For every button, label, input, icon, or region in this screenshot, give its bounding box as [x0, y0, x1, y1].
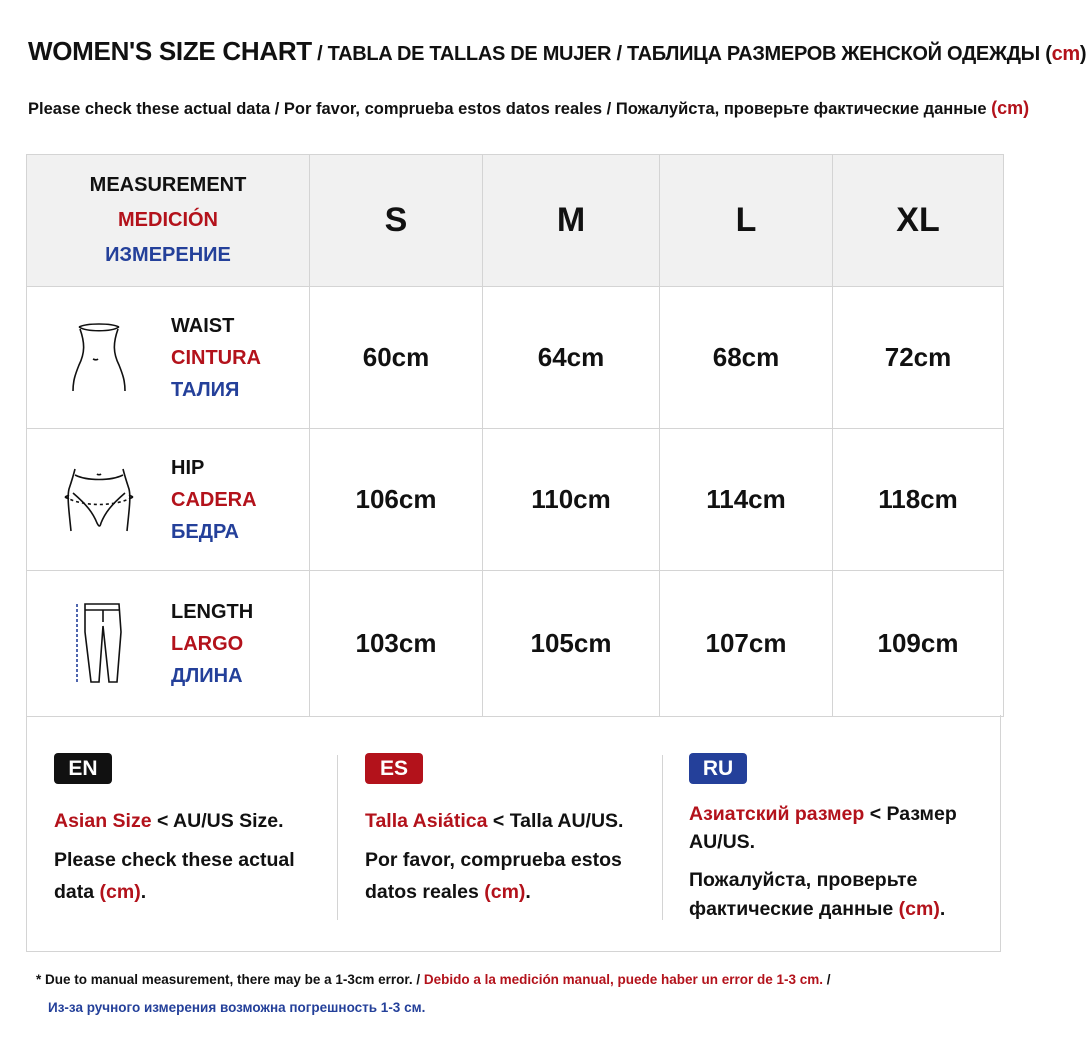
title-ru: ТАБЛИЦА РАЗМЕРОВ ЖЕНСКОЙ ОДЕЖДЫ [627, 43, 1040, 65]
note-es-compare: < Talla AU/US. [487, 810, 624, 832]
notes-panel [26, 715, 1001, 952]
value-cell: 114cm [660, 429, 833, 571]
badge-es: ES [365, 753, 423, 784]
note-en-end: . [140, 881, 147, 903]
subtitle-unit: (cm) [991, 98, 1030, 118]
title-en: WOMEN'S SIZE CHART [28, 36, 312, 66]
note-ru [689, 753, 989, 924]
note-en-check: Please check these actual data [54, 849, 295, 903]
value-cell: 109cm [833, 571, 1004, 717]
note-es-unit: (cm) [484, 881, 526, 903]
note-ru-unit: (cm) [898, 898, 940, 920]
value-cell: 60cm [310, 287, 483, 429]
title-paren: ) [1079, 43, 1086, 65]
value-cell: 106cm [310, 429, 483, 571]
table-row [27, 287, 1004, 429]
measurement-ru: ИЗМЕРЕНИЕ [105, 244, 231, 266]
waist-icon [27, 323, 171, 393]
pants-length-icon [27, 602, 171, 686]
row-label-ru: ДЛИНА [171, 664, 243, 687]
size-header-xl: XL [833, 155, 1004, 287]
note-en [54, 753, 324, 908]
value-cell: 105cm [483, 571, 660, 717]
title-es: TABLA DE TALLAS DE MUJER [327, 43, 612, 65]
note-ru-compare: < Размер AU/US. [689, 803, 957, 853]
divider [337, 755, 338, 920]
value-cell: 68cm [660, 287, 833, 429]
value-cell: 107cm [660, 571, 833, 717]
table-row [27, 429, 1004, 571]
footnote-line-1 [36, 972, 831, 987]
subtitle [28, 98, 1030, 119]
footnote-en: * Due to manual measurement, there may be a 1-3cm error. / [36, 972, 424, 987]
value-cell: 64cm [483, 287, 660, 429]
footnote-ru: Из-за ручного измерения возможна погрешность 1-3 см. [48, 1000, 426, 1015]
row-label-cell [27, 287, 310, 429]
note-en-asian: Asian Size [54, 810, 152, 832]
note-es-check: Por favor, comprueba estos datos reales [365, 849, 622, 903]
row-label-es: CADERA [171, 488, 257, 511]
title-sep: / [611, 43, 627, 65]
footnote-es: Debido a la medición manual, puede haber un error de 1-3 cm. [423, 972, 824, 987]
note-es-end: . [525, 881, 531, 903]
value-cell: 103cm [310, 571, 483, 717]
size-header-l: L [660, 155, 833, 287]
title-paren: ( [1039, 43, 1052, 65]
note-es-asian: Talla Asiática [365, 810, 488, 832]
value-cell: 110cm [483, 429, 660, 571]
title-sep: / [311, 43, 328, 65]
row-label-ru: ТАЛИЯ [171, 378, 240, 401]
note-ru-asian: Азиатский размер [689, 803, 865, 825]
measurement-header [27, 155, 310, 287]
size-chart-table [26, 154, 1004, 717]
footnote-line-2 [48, 1000, 425, 1015]
table-header-row [27, 155, 1004, 287]
row-label-es: CINTURA [171, 346, 261, 369]
size-header-s: S [310, 155, 483, 287]
value-cell: 118cm [833, 429, 1004, 571]
row-label-es: LARGO [171, 632, 244, 655]
hip-icon [27, 467, 171, 533]
badge-ru: RU [689, 753, 747, 784]
row-label-ru: БЕДРА [171, 520, 239, 543]
divider [662, 755, 663, 920]
note-ru-check: Пожалуйста, проверьте фактические данные [689, 869, 918, 920]
note-en-unit: (cm) [99, 881, 141, 903]
note-ru-end: . [939, 898, 946, 920]
measurement-es: MEDICIÓN [118, 209, 218, 231]
title-unit: cm [1051, 43, 1080, 65]
note-es [365, 753, 655, 908]
page-title [28, 36, 1086, 67]
badge-en: EN [54, 753, 112, 784]
row-label-en: HIP [171, 456, 205, 479]
value-cell: 72cm [833, 287, 1004, 429]
table-row [27, 571, 1004, 717]
measurement-en: MEASUREMENT [89, 174, 247, 196]
note-en-compare: < AU/US Size. [151, 810, 284, 832]
footnote-sep: / [823, 972, 831, 987]
row-label-cell [27, 429, 310, 571]
row-label-cell [27, 571, 310, 717]
row-label-en: WAIST [171, 314, 235, 337]
size-header-m: M [483, 155, 660, 287]
subtitle-text: Please check these actual data / Por favor, comprueba estos datos reales / Пожалуйста, проверьте фактические данные [28, 100, 987, 118]
row-label-en: LENGTH [171, 600, 254, 623]
